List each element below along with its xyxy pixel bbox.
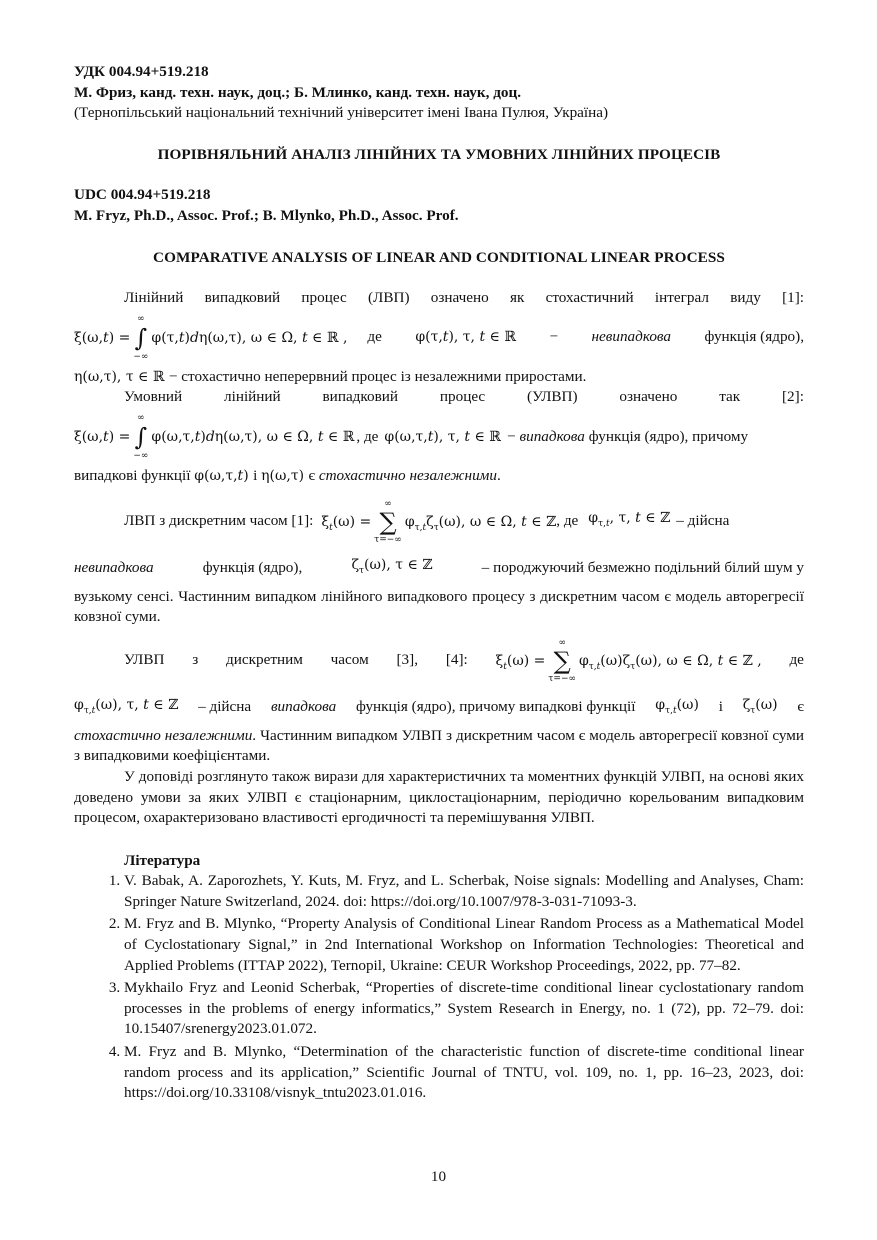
paragraph-cond-discrete-rest: стохастично незалежними. Частинним випадком УЛВП з дискретним часом є модель авторегресії ковзної суми з випадковими коефіцієнтами. (74, 726, 804, 765)
paragraph-conditional-end: випадкові функції φ(ω,τ,t) і η(ω,τ) є стохастично незалежними. (74, 466, 501, 484)
paragraph-discrete-rest: вузькому сенсі. Частинним випадком лінійного випадкового процесу з дискретним часом є модель авторегресії ковзної суми. (74, 587, 804, 626)
page-number: 10 (430, 1168, 447, 1185)
formula-kernel-domain: φ(τ,t), τ, t ∈ ℝ (415, 329, 516, 346)
reference-item: 1. V. Babak, A. Zaporozhets, Y. Kuts, M. Fryz, and L. Scherbak, Noise signals: Modelling and Analyses, Cham: Springer Nature Switzerland, 2024. doi: https://doi.org/10.1007/978-3-031-71093-3. (124, 871, 804, 912)
paragraph-conditional-intro: Умовний лінійний випадковий процес (УЛВП) означено так [2]: (124, 388, 804, 406)
formula-random-kernel-domain: φ(ω,τ,t), τ, t ∈ ℝ (384, 428, 501, 445)
title-en: COMPARATIVE ANALYSIS OF LINEAR AND CONDITIONAL LINEAR PROCESS (153, 248, 725, 266)
authors-en: M. Fryz, Ph.D., Assoc. Prof.; B. Mlynko, Ph.D., Assoc. Prof. (74, 206, 459, 224)
authors-ua: М. Фриз, канд. техн. наук, доц.; Б. Млинко, канд. техн. наук, доц. (74, 83, 522, 101)
word-nonrandom: невипадкова (591, 328, 672, 346)
reference-item: 2. M. Fryz and B. Mlynko, “Property Analysis of Conditional Linear Random Process as a Mathematical Model of Cyclostationary Signal,” in 2nd International Workshop on Information Technologies: Theoretical and Applied Problems (ITTAP 2022), Ternopil, Ukraine: CEUR Workshop Proceedings, 2022, pp. 77–82. (124, 914, 804, 976)
paper-page (74, 62, 804, 1106)
formula-conditional-integral: ξ(ω,t) = ∞ ∫ −∞ φ(ω,τ,t)dη(ω,τ), ω ∈ Ω, t ∈ ℝ (74, 412, 355, 461)
formula-eta: η(ω,τ), τ ∈ ℝ (74, 368, 169, 385)
paragraph-discrete-line2: невипадкова функція (ядро), $\zeta_\tau(\omega)$, τ ∈ ℤ – породжуючий безмежно подільний білий шум у (74, 557, 804, 577)
word-kernel: функція (ядро), (704, 328, 804, 346)
equation-line-3: ЛВП з дискретним часом [1]: $\xi_t(\omega)$ = ∞ ∑ τ=−∞ $\varphi_{\tau,t}\zeta_\tau(\omega)$, ω ∈ Ω, t ∈ ℤ , де $\varphi_{\tau,t}$, τ, t ∈ ℤ – дійсна (124, 498, 730, 545)
paragraph-cond-discrete-line2: $\varphi_{\tau,t}(\omega)$, τ, t ∈ ℤ – дійсна випадкова функція (ядро), причому випадкові функції $\varphi_{\tau,t}(\omega)$ і $\zeta_\tau(\omega)$ є (74, 696, 804, 716)
udc-ua: УДК 004.94+519.218 (74, 63, 209, 80)
formula-linear-integral: ξ(ω,t) = ∞ ∫ −∞ φ(τ,t)dη(ω,τ), ω ∈ Ω, t ∈ ℝ , (74, 313, 348, 362)
affiliation-ua: (Тернопільський національний технічний університет імені Івана Пулюя, Україна) (74, 104, 609, 122)
formula-conditional-discrete-sum: $\xi_t(\omega)$ = ∞ ∑ τ=−∞ $\varphi_{\tau,t}(\omega)\zeta_\tau(\omega)$, ω ∈ Ω, t ∈ ℤ , (495, 637, 762, 684)
equation-line-2: ξ(ω,t) = ∞ ∫ −∞ φ(ω,τ,t)dη(ω,τ), ω ∈ Ω, t ∈ ℝ , де φ(ω,τ,t), τ, t ∈ ℝ − випадкова функція (ядро), причому (74, 412, 749, 461)
paragraph-linear-process-intro: Лінійний випадковий процес (ЛВП) означено як стохастичний інтеграл виду [1]: (124, 289, 804, 307)
reference-item: 3. Mykhailo Fryz and Leonid Scherbak, “Properties of discrete-time conditional linear cyclostationary random processes in the problems of energy informatics,” System Research in Energy, no. 1 (72), pp. 72–79. doi: 10.15407/srenergy2023.01.072. (124, 978, 804, 1040)
reference-item: 4. M. Fryz and B. Mlynko, “Determination of the characteristic function of discrete-time conditional linear random process and its application,” Scientific Journal of TNTU, vol. 109, no. 1, pp. 16–23, 2023, doi: https://doi.org/10.33108/visnyk_tntu2023.01.016. (124, 1042, 804, 1104)
paragraph-summary: У доповіді розглянуто також вирази для характеристичних та моментних функцій УЛВП, на основі яких доведено умови за яких УЛВП є стаціонарним, циклостаціонарним, періодично корельованим випадковим процесом, охарактеризовано властивості ергодичності та перемішування УЛВП. (74, 767, 804, 827)
formula-discrete-sum: $\xi_t(\omega)$ = ∞ ∑ τ=−∞ $\varphi_{\tau,t}\zeta_\tau(\omega)$, ω ∈ Ω, t ∈ ℤ (321, 498, 557, 545)
udc-en: UDC 004.94+519.218 (74, 186, 211, 204)
title-ua: ПОРІВНЯЛЬНИЙ АНАЛІЗ ЛІНІЙНИХ ТА УМОВНИХ ЛІНІЙНИХ ПРОЦЕСІВ (157, 145, 721, 163)
word-where: де (367, 328, 382, 346)
equation-line-4: УЛВП з дискретним часом [3], [4]: $\xi_t(\omega)$ = ∞ ∑ τ=−∞ $\varphi_{\tau,t}(\omega)\zeta_\tau(\omega)$, ω ∈ Ω, t ∈ ℤ , де (124, 637, 804, 684)
references-heading: Література (124, 851, 201, 869)
equation-line-1: ξ(ω,t) = ∞ ∫ −∞ φ(τ,t)dη(ω,τ), ω ∈ Ω, t ∈ ℝ , де φ(τ,t), τ, t ∈ ℝ − невипадкова функція (ядро), (74, 313, 804, 362)
references-list (74, 871, 804, 1104)
paragraph-linear-process-end: η(ω,τ), τ ∈ ℝ − стохастично неперервний процес із незалежними приростами. (74, 367, 587, 385)
